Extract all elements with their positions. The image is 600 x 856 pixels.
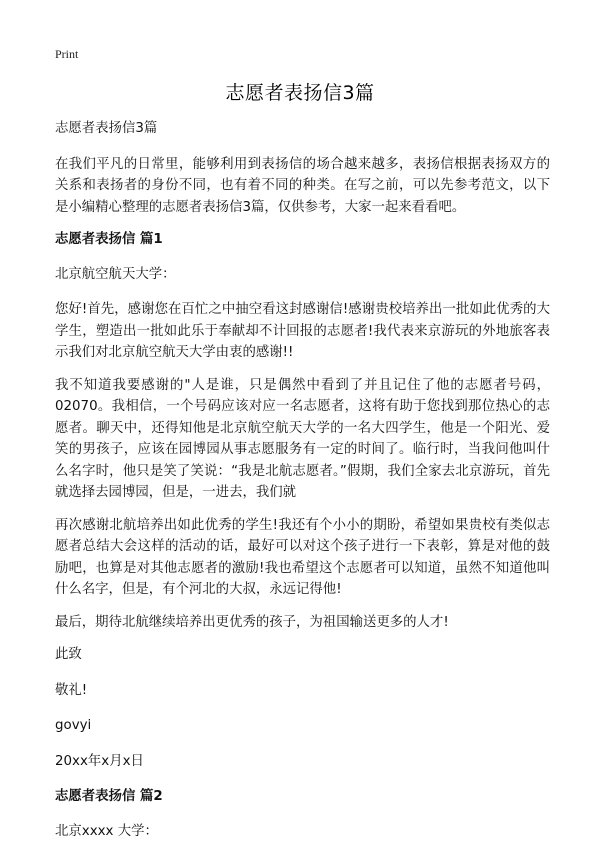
body-paragraph-1: 您好!首先，感谢您在百忙之中抽空看这封感谢信!感谢贵校培养出一批如此优秀的大学生，塑造出一批如此乐于奉献却不计回报的志愿者!我代表来京游玩的外地旅客表示我们对北京航空航天大学由衷的感谢!! [55, 302, 550, 360]
closing-line-2: 敬礼! [55, 682, 88, 698]
section-heading-2: 志愿者表扬信 篇2 [55, 789, 163, 804]
document-subtitle: 志愿者表扬信3篇 [55, 121, 158, 136]
salutation-1: 北京航空航天大学： [55, 266, 176, 282]
body-paragraph-2: 我不知道我要感谢的"人是谁，只是偶然中看到了并且记住了他的志愿者号码，02070。我相信，一个号码应该对应一名志愿者，这将有助于您找到那位热心的志愿者。聊天中，还得知他是北京航空航天大学的一名大四学生，他是一个阳光、爱笑的男孩子，应该在园博园从事志愿服务有一定的时间了。临行时，当我问他叫什么名字时，他只是笑了笑说：“我是北航志愿者。”假期，我们全家去北京游玩，首先就选择去园博园，但是，一进去，我们就 [55, 377, 550, 500]
document-body [55, 118, 550, 856]
intro-paragraph: 在我们平凡的日常里，能够利用到表扬信的场合越来越多，表扬信根据表扬双方的关系和表扬者的身份不同，也有着不同的种类。在写之前，可以先参考范文，以下是小编精心整理的志愿者表扬信3篇，仅供参考，大家一起来看看吧。 [55, 156, 550, 215]
body-paragraph-3: 再次感谢北航培养出如此优秀的学生!我还有个小小的期盼，希望如果贵校有类似志愿者总结大会这样的活动的话，最好可以对这个孩子进行一下表彰，算是对他的鼓励吧，也算是对其他志愿者的激励!我也希望这个志愿者可以知道，虽然不知道他叫什么名字，但是，有个河北的大叔，永远记得他! [55, 517, 550, 597]
section-heading-1: 志愿者表扬信 篇1 [55, 232, 163, 247]
page-title: 志愿者表扬信3篇 [225, 82, 375, 104]
salutation-2: 北京xxxx 大学： [55, 823, 158, 839]
closing-line-1: 此致 [55, 647, 82, 662]
print-label: Print [55, 47, 79, 61]
signature: govyi [55, 718, 92, 733]
body-paragraph-4: 最后，期待北航继续培养出更优秀的孩子，为祖国输送更多的人才! [55, 614, 449, 630]
date-line: 20xx年x月x日 [55, 753, 144, 769]
